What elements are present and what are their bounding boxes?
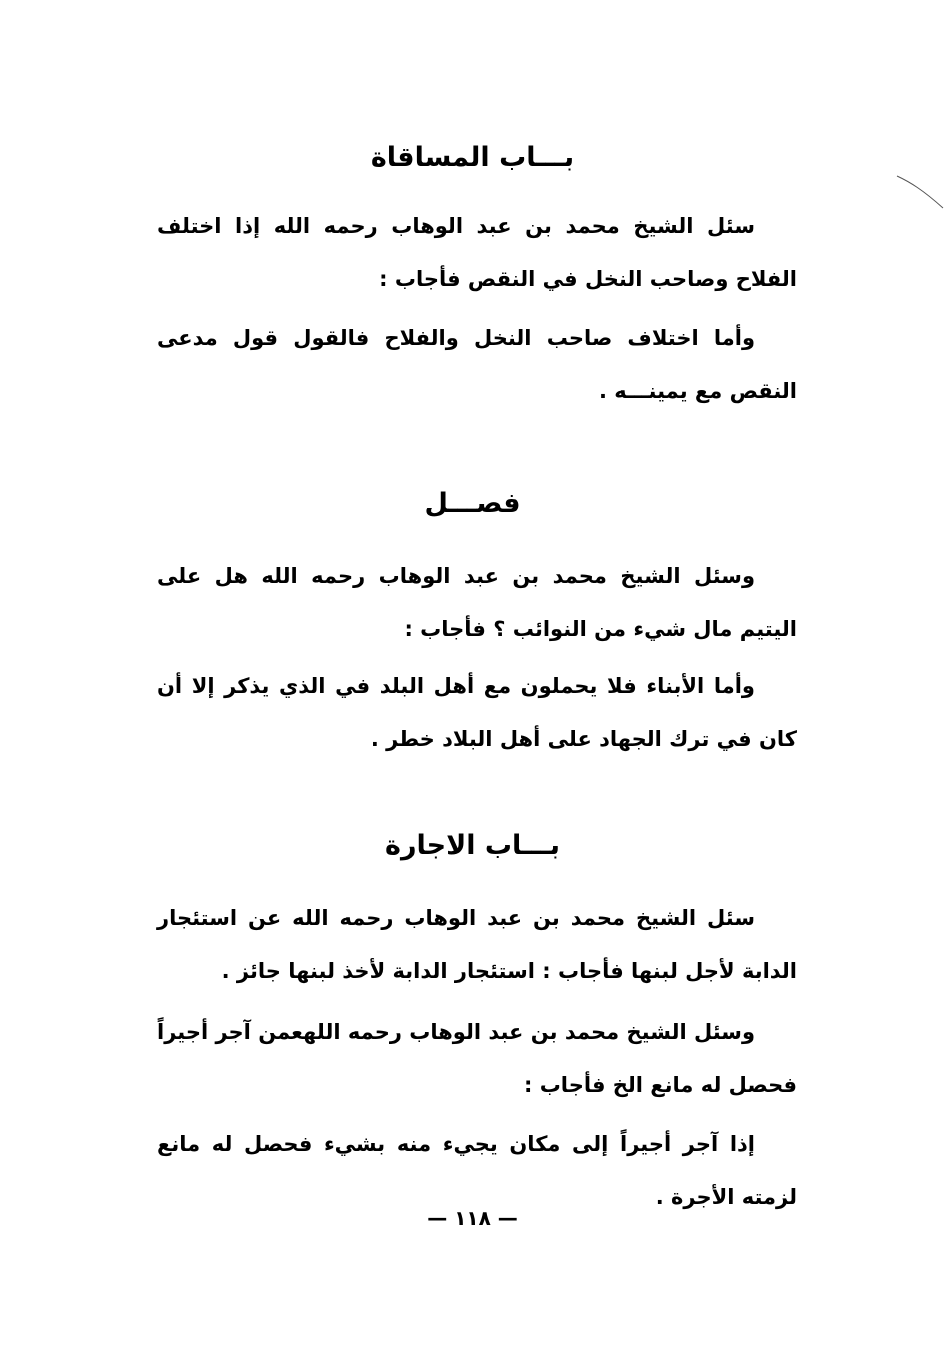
section-heading-ijara: بـــاب الاجارة (385, 830, 560, 861)
section-heading-musaqat: بـــاب المساقاة (370, 142, 575, 173)
question-paragraph: وسئل الشيخ محمد بن عبد الوهاب رحمه اللهعمن آجر أجيراً فحصل له مانع الخ فأجاب : (157, 1020, 797, 1097)
answer-paragraph: وأما اختلاف صاحب النخل والفلاح فالقول قول مدعى النقص مع يمينـــه . (157, 326, 797, 403)
question-paragraph: وسئل الشيخ محمد بن عبد الوهاب رحمه الله هل على اليتيم مال شيء من النوائب ؟ فأجاب : (157, 564, 797, 641)
question-paragraph: سئل الشيخ محمد بن عبد الوهاب رحمه الله إذا اختلف الفلاح وصاحب النخل في النقص فأجاب : (157, 214, 797, 291)
scan-mark (895, 168, 945, 218)
question-paragraph: سئل الشيخ محمد بن عبد الوهاب رحمه الله عن استئجار الدابة لأجل لبنها فأجاب : استئجار الدابة لأخذ لبنها جائز . (157, 906, 797, 983)
section-heading-fasl: فصـــل (424, 488, 521, 519)
answer-paragraph: وأما الأبناء فلا يحملون مع أهل البلد في الذي يذكر إلا أن كان في ترك الجهاد على أهل البلاد خطر . (157, 674, 797, 751)
page-number: — ١١٨ — (427, 1206, 518, 1230)
answer-paragraph: إذا آجر أجيراً إلى مكان يجيء منه بشيء فحصل له مانع لزمته الأجرة . (157, 1132, 797, 1209)
